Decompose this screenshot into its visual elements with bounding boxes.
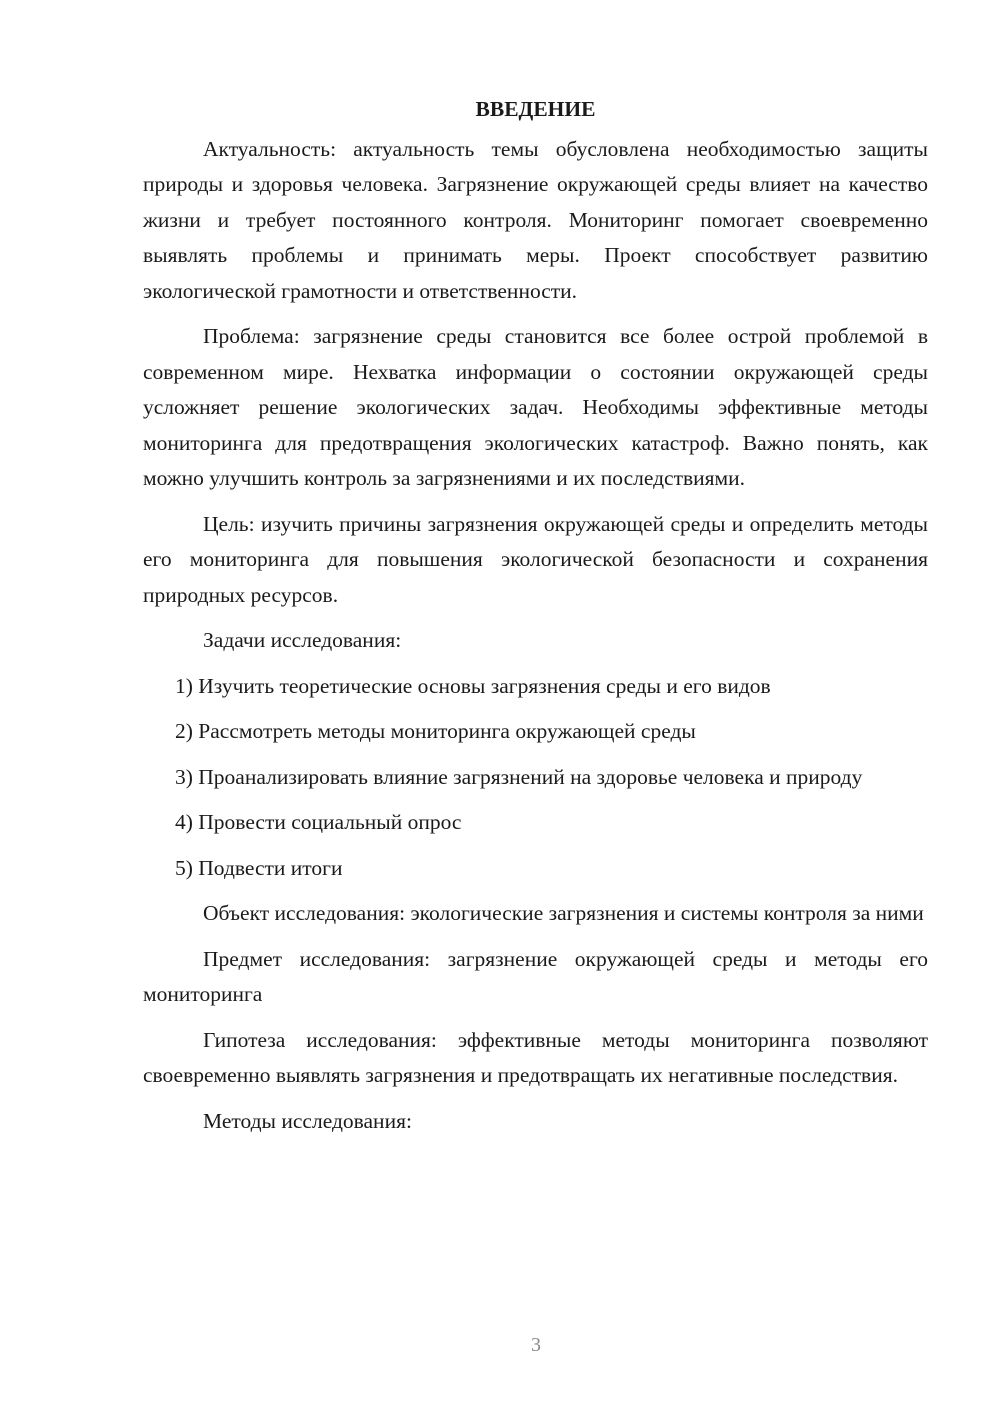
task-item-3: 3) Проанализировать влияние загрязнений на здоровье человека и природу [175,764,863,789]
task-item-2: 2) Рассмотреть методы мониторинга окружающей среды [175,719,696,743]
task-item-4: 4) Провести социальный опрос [175,810,462,834]
task-item-5: 5) Подвести итоги [175,855,343,880]
paragraph-problem: Проблема: загрязнение среды становится все более острой проблемой в современном мире. Нехватка информации о состоянии окружающей среды усложняет решение экологических задач. Необходимы эффективные методы мониторинга для предотвращения экологических катастроф. Важно понять, как можно улучшить контроль за загрязнениями и их последствиями. [143,324,928,490]
methods-heading: Методы исследования: [203,1108,412,1133]
paragraph-goal: Цель: изучить причины загрязнения окружающей среды и определить методы его мониторинга для повышения экологической безопасности и сохранения природных ресурсов. [143,511,928,607]
paragraph-relevance: Актуальность: актуальность темы обусловлена необходимостью защиты природы и здоровья человека. Загрязнение окружающей среды влияет на качество жизни и требует постоянного контроля. Мониторинг помогает своевременно выявлять проблемы и принимать меры. Проект способствует развитию экологической грамотности и ответственности. [143,136,928,303]
page-title: ВВЕДЕНИЕ [475,97,596,121]
paragraph-hypothesis: Гипотеза исследования: эффективные методы мониторинга позволяют своевременно выявлять загрязнения и предотвращать их негативные последствия. [143,1027,928,1087]
tasks-heading: Задачи исследования: [203,628,402,652]
document-page [143,92,928,1149]
paragraph-object: Объект исследования: экологические загрязнения и системы контроля за ними [203,901,924,925]
paragraph-subject: Предмет исследования: загрязнение окружающей среды и методы его мониторинга [143,946,928,1006]
page-number: 3 [531,1334,541,1356]
task-item-1: 1) Изучить теоретические основы загрязнения среды и его видов [175,673,771,698]
